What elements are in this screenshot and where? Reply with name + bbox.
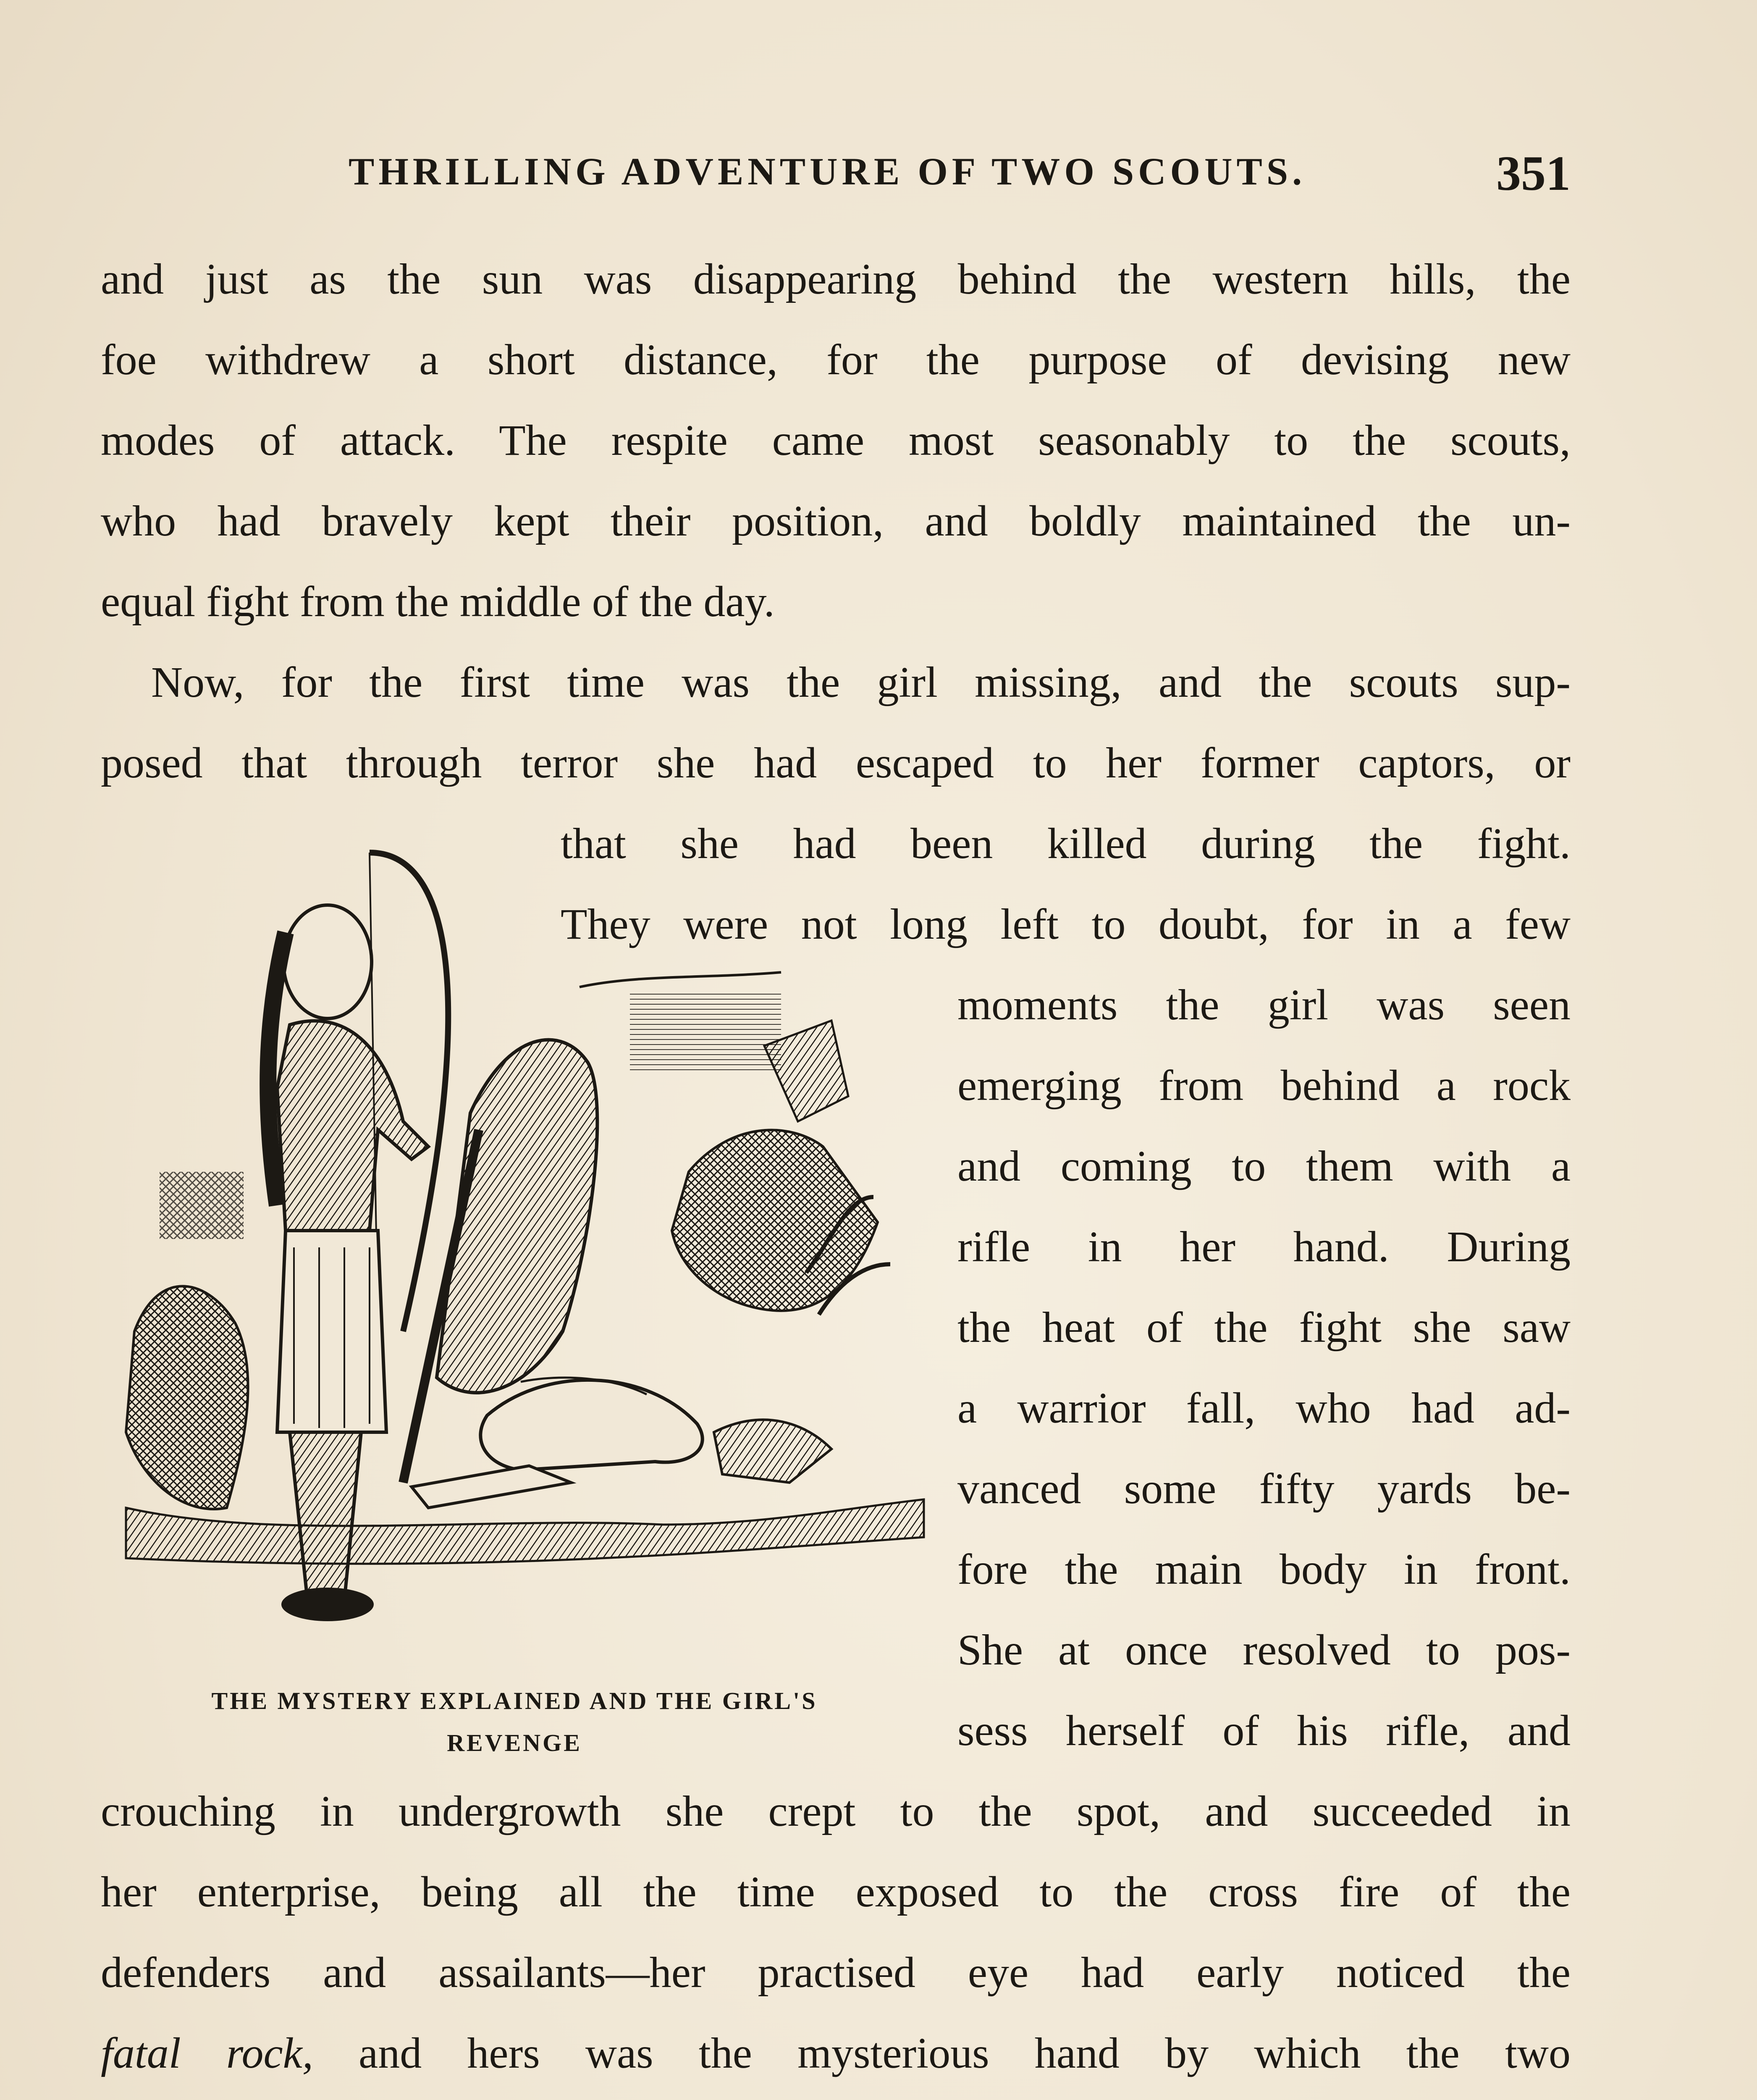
figure-caption-line: THE MYSTERY EXPLAINED AND THE GIRL'S — [211, 1687, 818, 1714]
text-line: a warrior fall, who had ad- — [957, 1384, 1571, 1432]
text-line-rest: and hers was the mysterious hand by which the two — [313, 2029, 1571, 2077]
text-line: modes of attack. The respite came most seasonably to the scouts, — [101, 416, 1571, 465]
text-line: vanced some fifty yards be- — [957, 1465, 1571, 1513]
text-line: crouching in undergrowth she crept to the spot, and succeeded in — [101, 1787, 1571, 1835]
text-line: They were not long left to doubt, for in a few — [561, 900, 1571, 948]
woodcut-illustration — [109, 827, 941, 1663]
text-line: Now, for the first time was the girl missing, and the scouts sup- — [151, 658, 1571, 706]
running-title: THRILLING ADVENTURE OF TWO SCOUTS. — [349, 150, 1306, 193]
text-line: fore the main body in front. — [957, 1545, 1571, 1593]
text-line: that she had been killed during the fight. — [561, 819, 1571, 868]
text-line: her enterprise, being all the time exposed to the cross fire of the — [101, 1868, 1571, 1916]
text-line: She at once resolved to pos- — [957, 1626, 1571, 1674]
text-line — [101, 2018, 1571, 2089]
text-line: sess herself of his rifle, and — [957, 1706, 1571, 1755]
running-header — [101, 145, 1571, 200]
text-line: and just as the sun was disappearing behind the western hills, the — [101, 255, 1571, 303]
figure-caption — [126, 1680, 903, 1764]
page-number: 351 — [1496, 146, 1571, 201]
text-line: the heat of the fight she saw — [957, 1303, 1571, 1352]
text-line: defenders and assailants—her practised eye had early noticed the — [101, 1948, 1571, 1997]
text-line: emerging from behind a rock — [957, 1061, 1571, 1110]
text-line — [101, 2098, 1571, 2100]
text-line: moments the girl was seen — [957, 981, 1571, 1029]
figure-caption-line: REVENGE — [447, 1729, 582, 1756]
text-line: and coming to them with a — [957, 1142, 1571, 1190]
text-line: rifle in her hand. During — [957, 1223, 1571, 1271]
text-line: who had bravely kept their position, and boldly maintained the un- — [101, 497, 1571, 545]
woodcut-illustration-drawing — [109, 827, 941, 1663]
text-line: foe withdrew a short distance, for the purpose of devising new — [101, 336, 1571, 384]
text-line: equal fight from the middle of the day. — [101, 578, 775, 626]
italic-phrase: fatal rock, — [101, 2029, 313, 2077]
text-line: posed that through terror she had escaped to her former captors, or — [101, 739, 1571, 787]
